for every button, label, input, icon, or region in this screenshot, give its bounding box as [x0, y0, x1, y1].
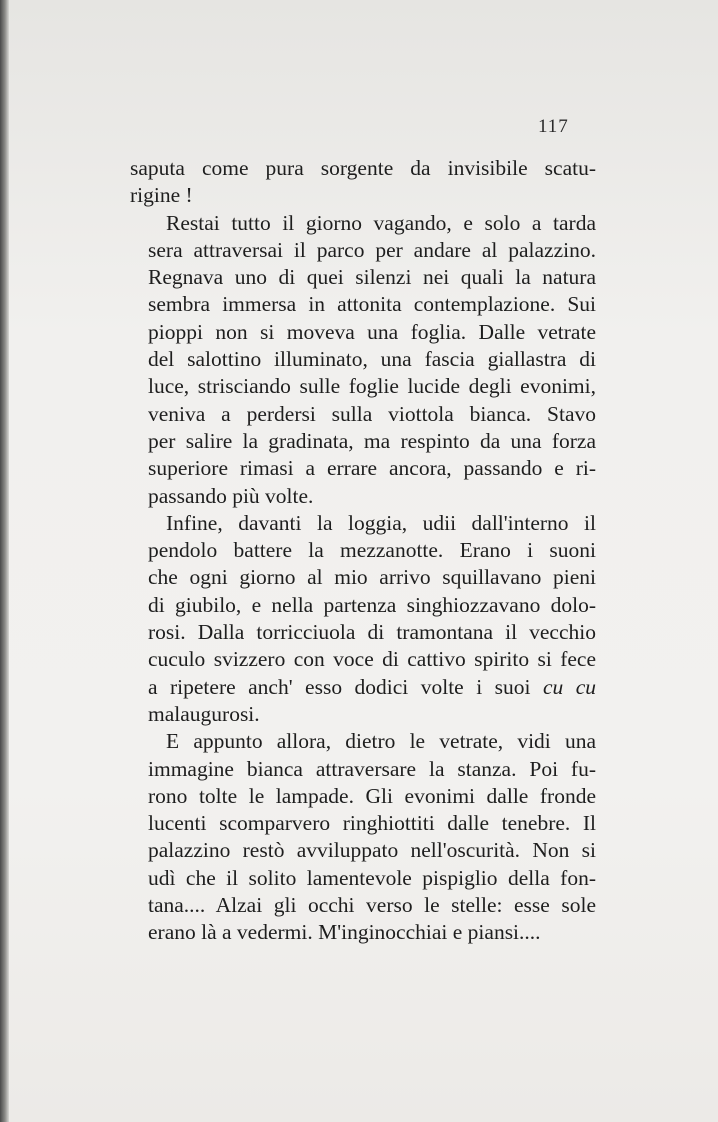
paragraph-4: [130, 728, 596, 946]
text-line: Infine, davanti la loggia, udii dall'interno il: [166, 510, 596, 535]
text-line: malaugurosi.: [148, 701, 260, 726]
text-line: immagine bianca attraversare la stanza. Poi fu-: [148, 756, 596, 781]
text-line: pioppi non si moveva una foglia. Dalle vetrate: [148, 319, 596, 344]
text-line: superiore rimasi a errare ancora, passando e ri-: [148, 456, 596, 481]
text-line: a ripetere anch' esso dodici volte i suoi cu cu: [148, 674, 597, 699]
text-line: Restai tutto il giorno vagando, e solo a tarda: [166, 210, 596, 235]
text-line: udì che il solito lamentevole pispiglio della fon-: [148, 865, 596, 890]
text-line: rigine !: [130, 183, 193, 208]
text-line: rosi. Dalla torricciuola di tramontana il vecchio: [148, 620, 596, 645]
text-line: luce, strisciando sulle foglie lucide degli evonimi,: [148, 374, 596, 399]
text-line: di giubilo, e nella partenza singhiozzavano dolo-: [148, 592, 596, 617]
text-line: erano là a vedermi. M'inginocchiai e piansi....: [148, 920, 541, 945]
italic-onomatopoeia: cu cu: [542, 674, 597, 699]
text-line: per salire la gradinata, ma respinto da una forza: [148, 428, 596, 453]
text-line: che ogni giorno al mio arrivo squillavano pieni: [148, 565, 596, 590]
text-line: Regnava uno di quei silenzi nei quali la natura: [148, 265, 596, 290]
text-line: E appunto allora, dietro le vetrate, vidi una: [166, 729, 596, 754]
text-line: palazzino restò avviluppato nell'oscurità. Non si: [148, 838, 596, 863]
book-spine-shadow: [0, 0, 9, 1122]
text-line: sembra immersa in attonita contemplazione. Sui: [148, 292, 596, 317]
text-line: rono tolte le lampade. Gli evonimi dalle fronde: [148, 783, 596, 808]
text-line: cuculo svizzero con voce di cattivo spirito si fece: [148, 647, 596, 672]
paragraph-2: [130, 210, 596, 510]
text-line: veniva a perdersi sulla viottola bianca. Stavo: [148, 401, 596, 426]
text-line: saputa come pura sorgente da invisibile scatu-: [130, 156, 596, 180]
text-line: passando più volte.: [148, 483, 314, 508]
text-line: lucenti scomparvero ringhiottiti dalle tenebre. Il: [148, 811, 596, 836]
text-line: pendolo battere la mezzanotte. Erano i suoni: [148, 538, 596, 563]
text-line: del salottino illuminato, una fascia giallastra di: [148, 347, 596, 372]
text-line: tana.... Alzai gli occhi verso le stelle: esse sole: [148, 893, 596, 918]
paragraph-3: [130, 510, 596, 728]
text-line: sera attraversai il parco per andare al palazzino.: [148, 237, 596, 262]
page-number: 117: [538, 116, 569, 137]
body-text: [130, 155, 596, 947]
paragraph-1: [130, 155, 596, 210]
